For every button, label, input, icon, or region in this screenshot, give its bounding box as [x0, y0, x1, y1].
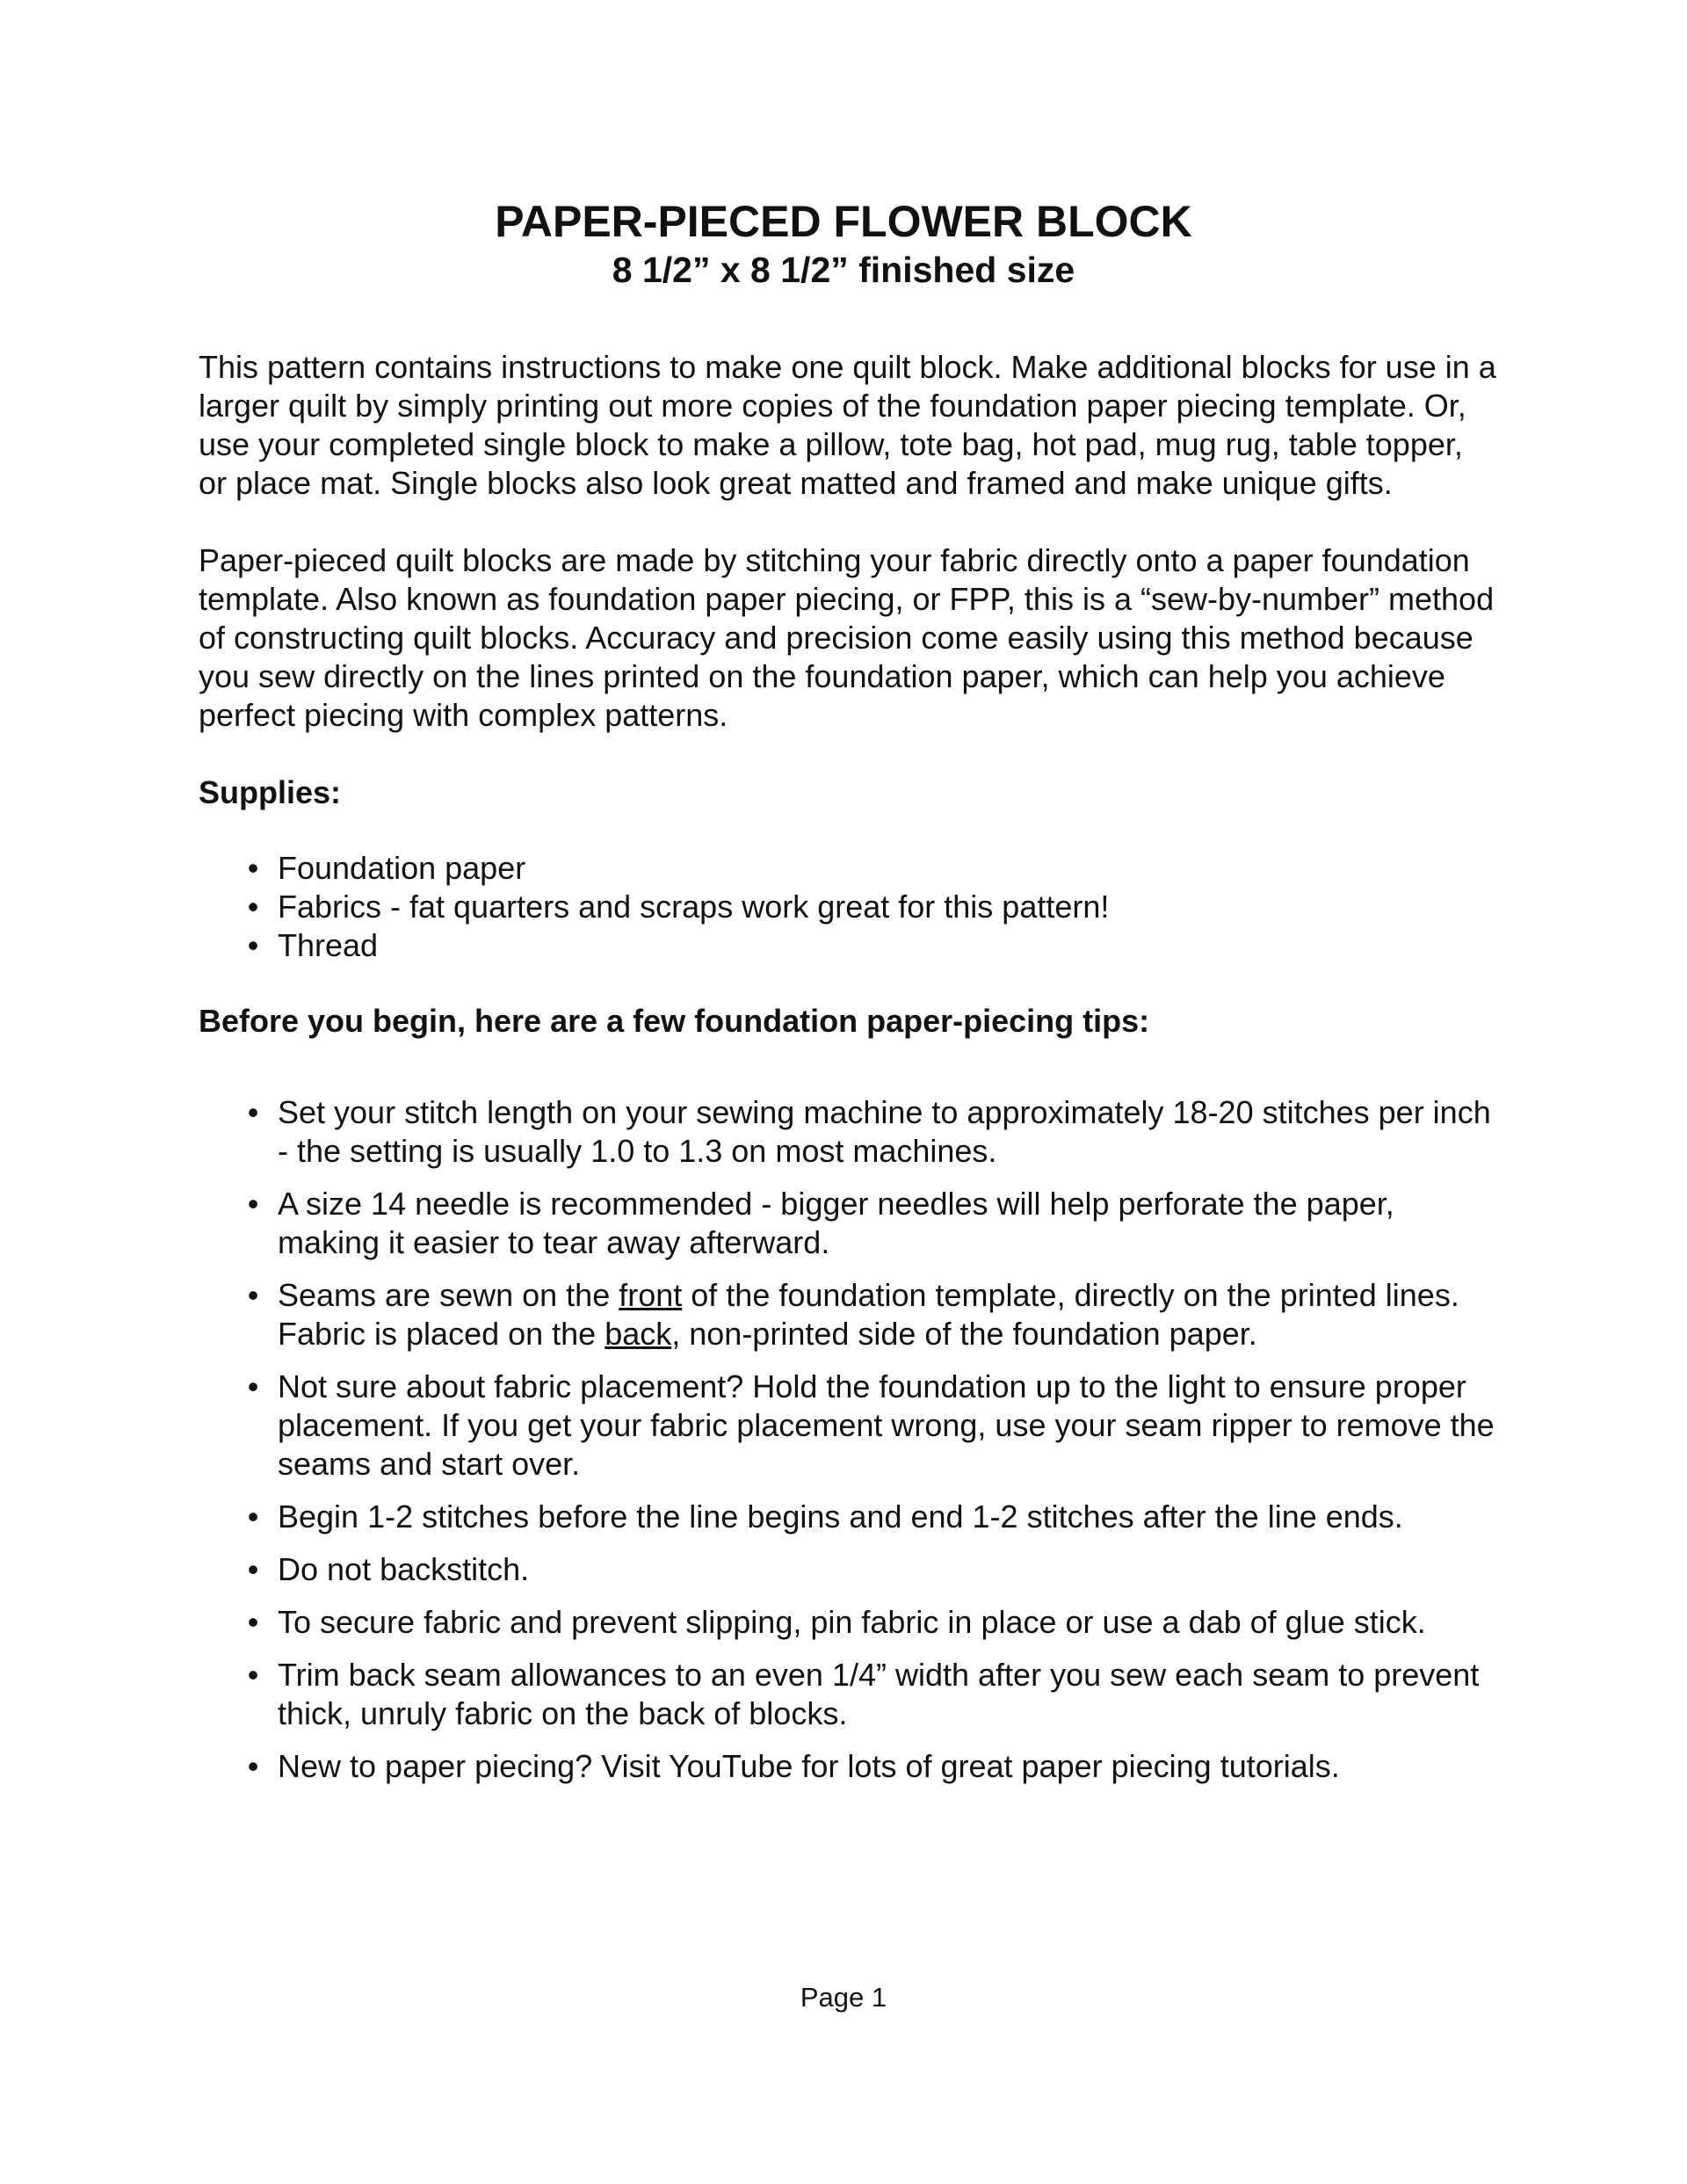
list-item: [199, 926, 1499, 965]
bullet-icon: •: [247, 1277, 259, 1313]
list-item-text: Not sure about fabric placement? Hold the foundation up to the light to ensure proper placement. If you get your fabric placement wrong, use your seam ripper to remove the seams and start over.: [278, 1368, 1495, 1482]
list-item-text: A size 14 needle is recommended - bigger needles will help perforate the paper, making it easier to tear away afterward.: [278, 1186, 1394, 1260]
list-item: [199, 1185, 1499, 1262]
list-item-text: Set your stitch length on your sewing machine to approximately 18-20 stitches per inch - the setting is usually 1.0 to 1.3 on most machines.: [278, 1094, 1491, 1169]
list-item-text: New to paper piecing? Visit YouTube for lots of great paper piecing tutorials.: [278, 1748, 1340, 1784]
list-item-text: Seams are sewn on the front of the foundation template, directly on the printed lines. Fabric is placed on the back, non-printed side of the foundation paper.: [278, 1277, 1459, 1352]
bullet-icon: •: [247, 1094, 259, 1130]
tips-heading: Before you begin, here are a few foundation paper-piecing tips:: [199, 1003, 1150, 1039]
bullet-icon: •: [247, 1748, 259, 1784]
list-item: [199, 1498, 1499, 1536]
intro-paragraph-1: This pattern contains instructions to make one quilt block. Make additional blocks for use in a larger quilt by simply printing out more copies of the foundation paper piecing template. Or, use your completed single block to make a pillow, tote bag, hot pad, mug rug, table topper, or place mat. Single blocks also look great matted and framed and make unique gifts.: [199, 349, 1496, 501]
page-subtitle: 8 1/2” x 8 1/2” finished size: [612, 250, 1075, 290]
list-item: [199, 888, 1499, 926]
list-item: [199, 1656, 1499, 1733]
intro-paragraph-2: Paper-pieced quilt blocks are made by stitching your fabric directly onto a paper foundation template. Also known as foundation paper piecing, or FPP, this is a “sew-by-number” method of constructing quilt blocks. Accuracy and precision come easily using this method because you sew directly on the lines printed on the foundation paper, which can help you achieve perfect piecing with complex patterns.: [199, 542, 1495, 733]
list-item-text: To secure fabric and prevent slipping, pin fabric in place or use a dab of glue stick.: [278, 1604, 1426, 1640]
bullet-icon: •: [247, 889, 259, 925]
list-item: [199, 1368, 1499, 1484]
page-header: [0, 195, 1687, 292]
tips-list: [199, 1093, 1499, 1786]
list-item: [199, 1747, 1499, 1786]
list-item: [199, 1276, 1499, 1353]
list-item-text: Trim back seam allowances to an even 1/4” width after you sew each seam to prevent thick, unruly fabric on the back of blocks.: [278, 1657, 1480, 1731]
bullet-icon: •: [247, 1657, 259, 1693]
supplies-list: [199, 849, 1499, 965]
bullet-icon: •: [247, 927, 259, 963]
bullet-icon: •: [247, 1186, 259, 1222]
list-item: [199, 1550, 1499, 1589]
list-item-text: Do not backstitch.: [278, 1551, 530, 1587]
list-item-text: Thread: [278, 927, 379, 963]
page-number: Page 1: [800, 1982, 887, 2013]
bullet-icon: •: [247, 1604, 259, 1640]
document-body: [199, 348, 1499, 1800]
page-title: PAPER-PIECED FLOWER BLOCK: [495, 197, 1192, 246]
bullet-icon: •: [247, 850, 259, 886]
list-item: [199, 1093, 1499, 1171]
list-item-text: Foundation paper: [278, 850, 526, 886]
underlined-text-front: front: [619, 1277, 683, 1313]
page-footer: [0, 1980, 1687, 2015]
underlined-text-back: back: [605, 1316, 672, 1352]
list-item: [199, 849, 1499, 888]
list-item: [199, 1603, 1499, 1642]
supplies-heading: Supplies:: [199, 774, 342, 810]
bullet-icon: •: [247, 1368, 259, 1404]
bullet-icon: •: [247, 1498, 259, 1535]
list-item-text: Fabrics - fat quarters and scraps work great for this pattern!: [278, 889, 1110, 925]
list-item-text: Begin 1-2 stitches before the line begins and end 1-2 stitches after the line ends.: [278, 1498, 1403, 1535]
bullet-icon: •: [247, 1551, 259, 1587]
